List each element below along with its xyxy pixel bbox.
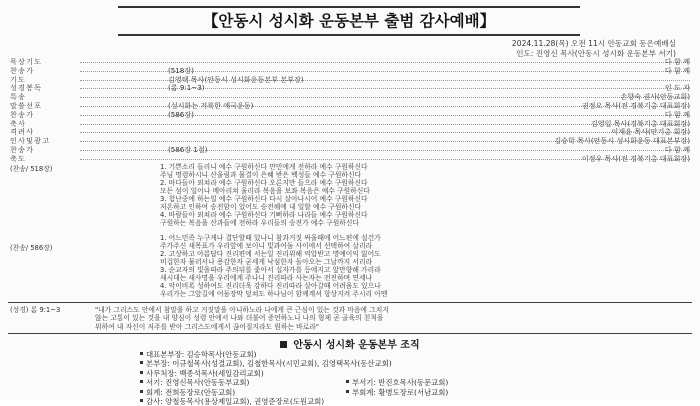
order-person: 김승학 목사(안동시 성시화운동 대표본부장): [554, 136, 690, 146]
lyric-line: 3. 험난중에 하는일 예수 구원하신다 다시 살아나시어 예수 구원하신다: [160, 195, 368, 204]
scripture-line: 않는 고통이 있는 것을 내 양심이 성령 안에서 나와 더불어 증언하노니 나의 형제 곧 골육의 친척을: [95, 314, 384, 323]
scripture-text: [95, 306, 389, 331]
org-row: [140, 350, 392, 359]
order-person: 다 함 께: [664, 109, 690, 119]
org-row: [140, 387, 449, 397]
order-label: 찬송가: [10, 109, 35, 119]
square-bullet-icon: [280, 341, 287, 348]
order-row: [10, 137, 690, 146]
org-row: [140, 369, 392, 378]
document-title: 【안동시 성시화 운동본부 출범 감사예배】: [118, 6, 580, 36]
bullet-icon: [140, 399, 143, 402]
org-entry: 서기: 진영신목사(안동동부교회): [146, 378, 250, 388]
lyric-line: 모든 섬이 일어나 메아리쳐 울리라 복음을 보좌 복음은 예수 구원하신다: [160, 187, 370, 196]
order-label: 기도: [10, 74, 27, 84]
bullet-icon: [140, 390, 143, 393]
order-label: 축사: [10, 118, 27, 128]
lyric-line: 저온하고 인하여 승전함이 있어도 승전해에 내 일할 예수 구원하신다: [160, 203, 362, 212]
order-detail: (586장): [168, 109, 194, 119]
org-entry: 회계: 전희동장로(안동교회): [146, 387, 236, 397]
organization-list: [140, 350, 449, 406]
order-label: 특송: [10, 92, 27, 102]
org-entry-secondary: [346, 388, 448, 397]
hymn-518-label: (찬송/ 518장): [10, 165, 53, 173]
org-entry: 부서기: 반진호목사(동문교회): [352, 378, 449, 388]
scripture-line: "내가 그리스도 안에서 참말을 하고 거짓말을 아니하노라 나에게 큰 근심이 있는 것과 마음에 그치지: [95, 306, 389, 314]
hymn-586-label: (찬송/ 586장): [10, 244, 53, 252]
org-entry: 사무처장: 백종석목사(세일감리교회): [146, 368, 264, 378]
order-person: 인 도 자: [664, 83, 690, 93]
order-label: 인사및광고: [10, 136, 51, 146]
lyric-line: 2. 고상하고 아름답다 진리편에 서는일 진리위해 억압받고 명예이익 잃어도: [160, 250, 381, 259]
order-detail: (롬 9:1~3): [168, 83, 205, 93]
order-person: 권정오 목사(전 경북기총 대표회장): [581, 100, 690, 110]
org-entry: 대표본부장: 김승학목사(안동교회): [146, 350, 257, 359]
bullet-icon: [140, 380, 143, 383]
bullet-icon: [346, 390, 349, 393]
organization-heading: [0, 336, 700, 351]
org-entry: 본부장: 이규철목사(성결교회), 김철한목사(시민교회), 김영택목사(동산교회): [146, 359, 392, 369]
order-row: [10, 58, 690, 67]
bullet-icon: [140, 352, 143, 355]
order-row: [10, 76, 690, 85]
divider: [8, 302, 692, 303]
order-detail: (성시화는 거룩한 애국운동): [168, 100, 254, 110]
hymn-586-lyrics: [160, 234, 387, 298]
bullet-icon: [140, 371, 143, 374]
order-detail: (518장): [168, 65, 194, 75]
order-person: 다 함 께: [664, 65, 690, 75]
lyric-line: 1. 기쁜소리 들리니 예수 구원하신다 만민에게 전하라 예수 구원하신다: [160, 163, 368, 171]
lyric-line: 4. 바람들아 외쳐라 예수 구원하신다 기뻐하라 나라들 예수 구원하신다: [160, 211, 368, 220]
order-label: 찬송가: [10, 65, 35, 75]
scripture-label: (성경) 롬 9:1~3: [10, 306, 61, 314]
org-entry-secondary: [346, 378, 448, 387]
lyric-line: 새시대는 새사명을 우리에게 주나니 진리따라 사는자는 전진하며 연세나: [160, 274, 373, 283]
event-leader: 인도: 진영신 목사(안동시 성시화 운동본부 서기): [516, 49, 676, 58]
org-row: [140, 359, 392, 368]
org-entry: 감사: 양철동목사(용상제일교회), 권영준장로(도원교회): [146, 396, 325, 406]
lyric-line: 1. 어느민족 누구게나 결단할때 있나니 참과거짓 싸울때에 어느편에 설건가: [160, 234, 381, 242]
order-person: 이재윤 목사(안기총 회장): [611, 127, 690, 137]
order-row: [10, 102, 690, 111]
order-person: 손향숙 권사(안동교회): [620, 92, 690, 102]
org-entry: 부회계: 황병도장로(서남교회): [352, 387, 449, 397]
lyric-line: 3. 순교자의 빛을따라 주의뒤를 좇아서 십자가를 등에지고 앞만향해 가리라: [160, 266, 381, 275]
order-label: 찬송가: [10, 144, 35, 154]
bullet-icon: [346, 380, 349, 383]
order-detail: 김영택 목사(안동시 성시화운동본부 본부장): [168, 74, 304, 84]
order-detail: (586장 1절): [168, 144, 208, 154]
order-person: 다 함 께: [664, 57, 690, 66]
order-person: 이정우 목사(전 경북기총 대표회장): [581, 153, 690, 163]
org-row: [140, 378, 449, 388]
order-row: [10, 67, 690, 76]
order-row: [10, 120, 690, 129]
org-row: [140, 397, 392, 406]
lyric-line: 구원하는 복음을 산과들에 전하라 우리들의 승전가 예수 구원하신다: [160, 219, 359, 228]
order-person: 다 함 께: [664, 144, 690, 154]
order-label: 격려사: [10, 127, 35, 137]
bullet-icon: [140, 361, 143, 364]
divider: [8, 333, 692, 334]
order-label: 축도: [10, 153, 27, 163]
lyric-line: 비겁한자 물러서나 용감한자 굳세게 낙심한자 돌아오는 그날까지 서리라: [160, 258, 373, 267]
scripture-line: 위하여 내 자신이 저주를 받아 그리스도에게서 끊어질지라도 원하는 바로라": [95, 322, 319, 331]
order-row: [10, 111, 690, 120]
hymn-518-lyrics: [160, 163, 370, 227]
order-row: [10, 84, 690, 93]
order-label: 성경봉독: [10, 83, 43, 93]
order-label: 묵상기도: [10, 57, 43, 66]
lyric-line: 4. 악이비록 성하여도 진리더욱 강하다 진리따라 살아갈때 어려움도 있으나: [160, 282, 381, 291]
order-label: 말씀선포: [10, 100, 43, 110]
lyric-line: 우리가는 그앞길에 어둠장막 덮쳐도 하나님이 함께계셔 항상지켜 주시리 아멘: [160, 290, 388, 299]
lyric-line: 2. 바다들아 외쳐라 예수 구원하신다 오른지만 들으라 예수 구원하신다: [160, 179, 368, 188]
worship-order: [10, 58, 690, 164]
lyric-line: 주가주신 새목표가 우리앞에 보이니 빛과어둠 사이에서 선택하여 살리라: [160, 242, 373, 251]
event-datetime: 2024.11.28(목) 오전 11시 안동교회 동은예배실: [511, 39, 676, 48]
order-person: 김영일 목사(경북기총 대표회장): [590, 118, 690, 128]
lyric-line: 주님 명령하시니 산울림과 물결이 은혜 받은 백성들 예수 구원하신다: [160, 171, 362, 180]
organization-title: 안동시 성시화 운동본부 조직: [293, 340, 420, 351]
